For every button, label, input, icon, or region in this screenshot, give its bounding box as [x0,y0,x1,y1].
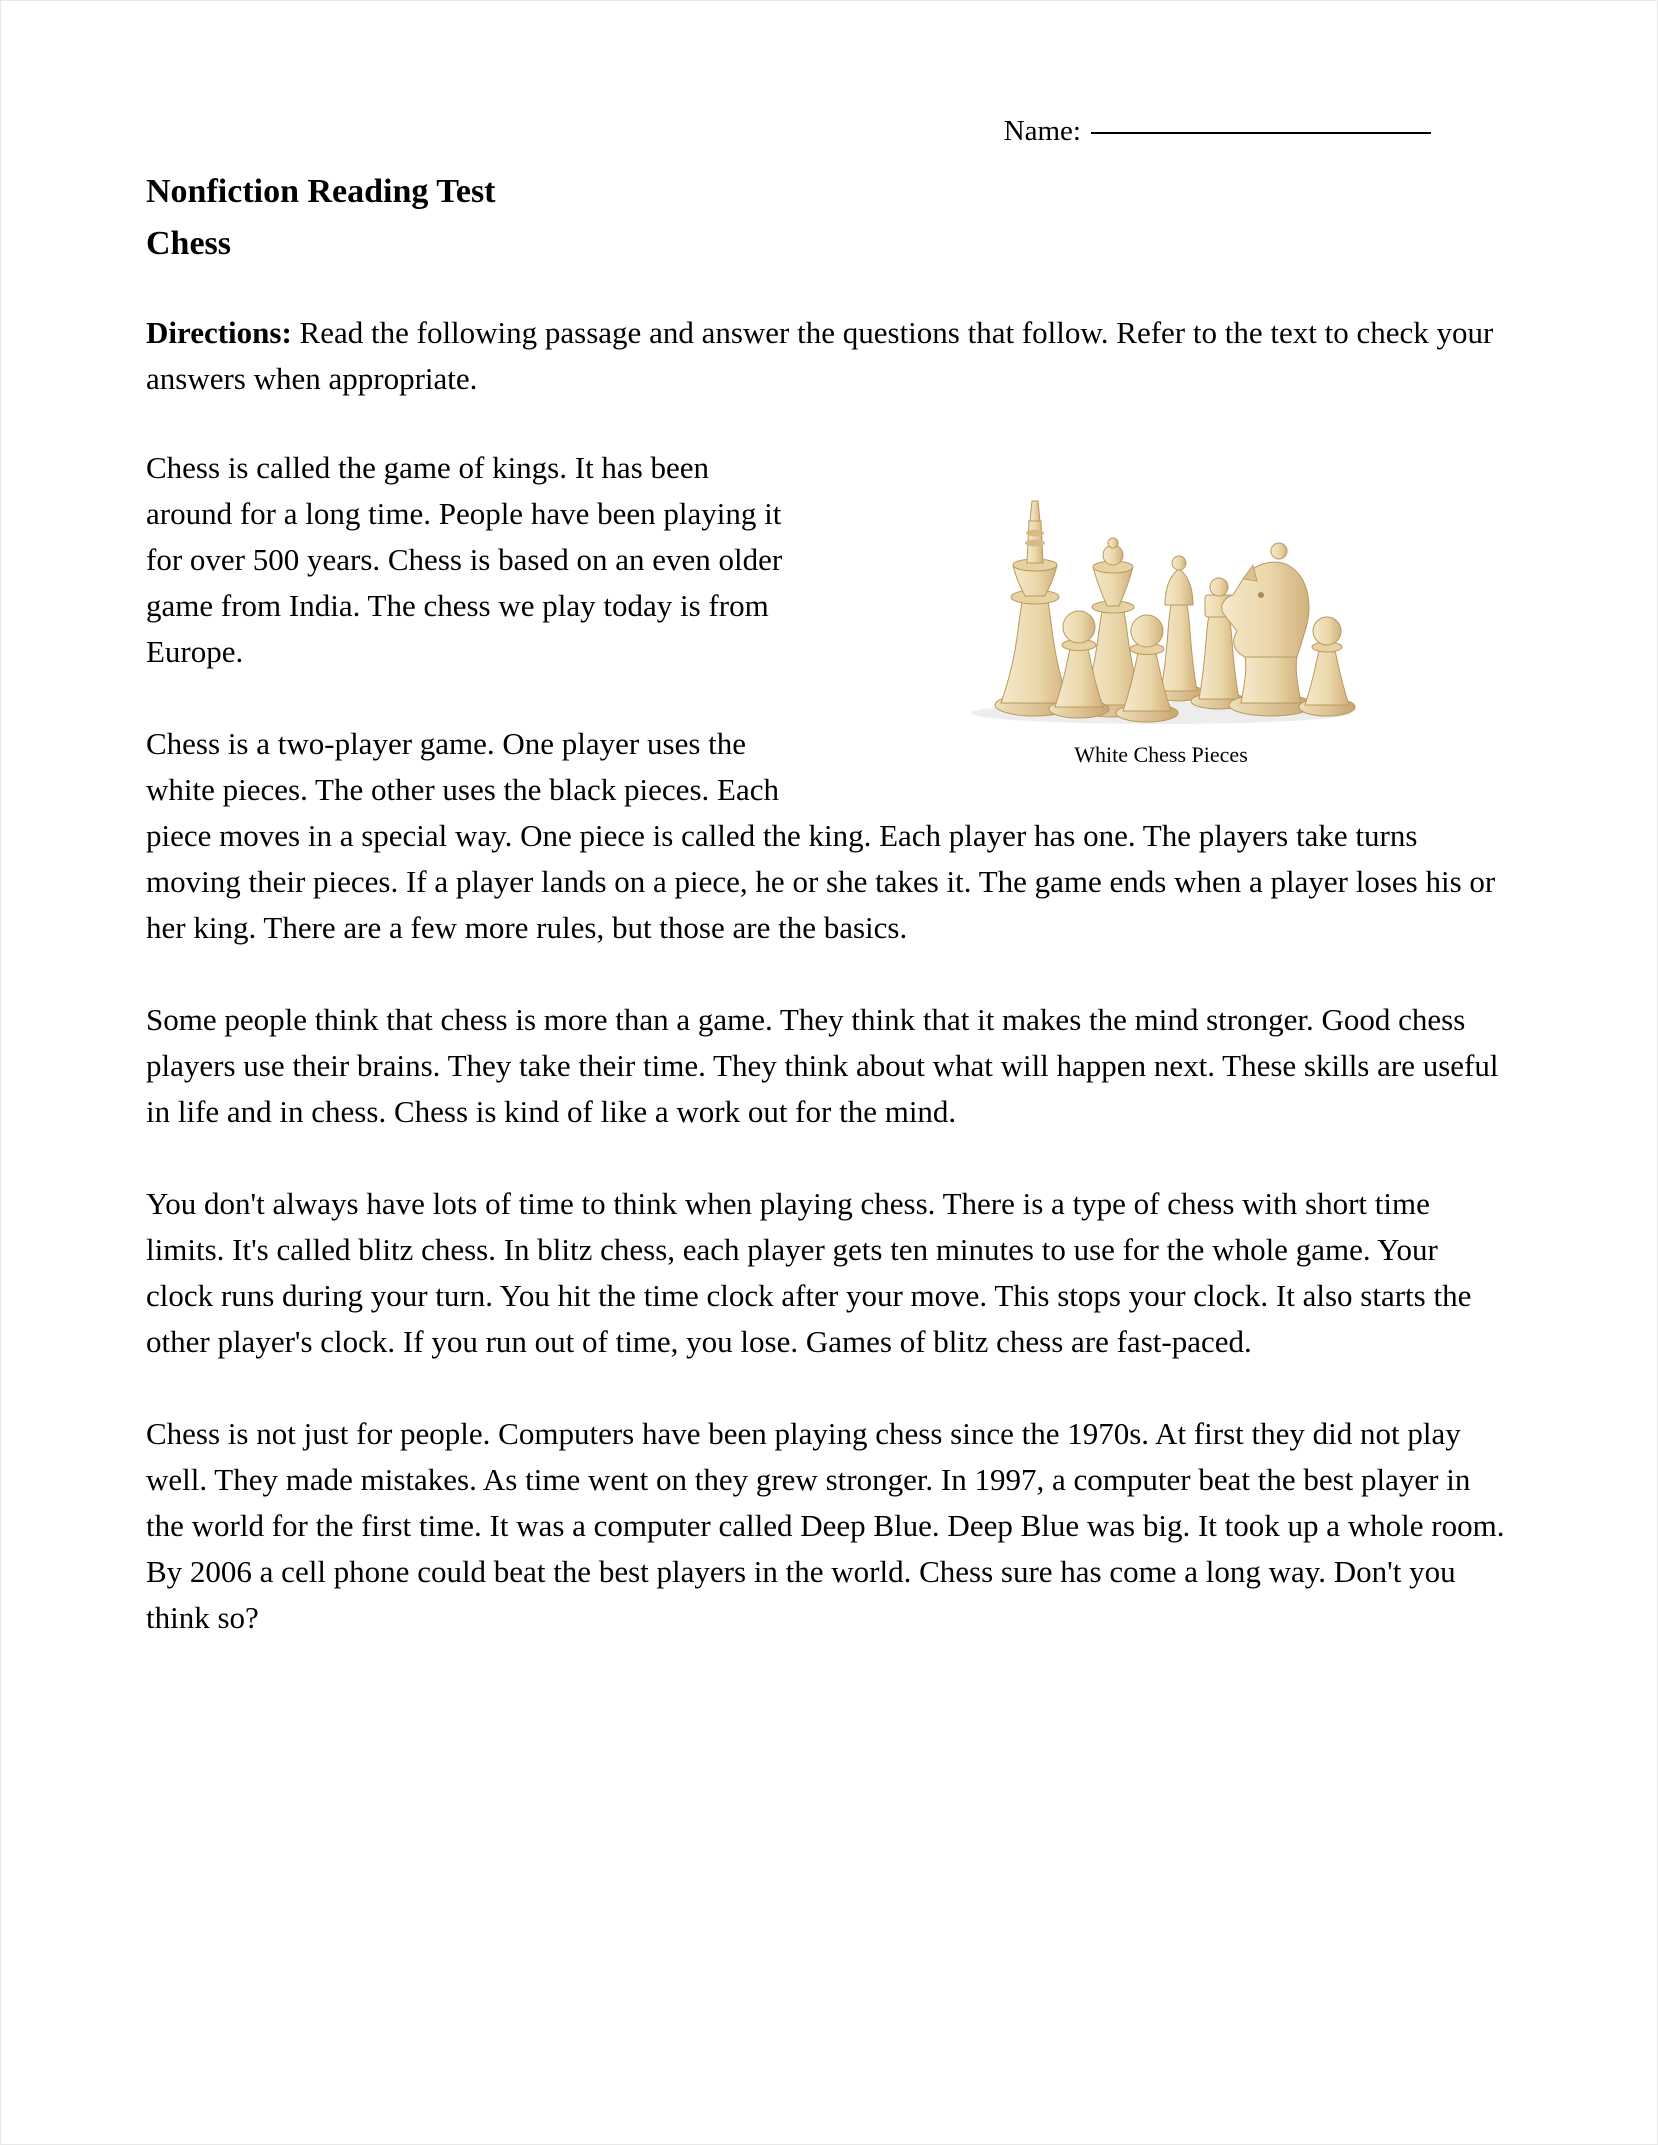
chess-figure [811,455,1511,769]
passage-paragraph-5: Chess is not just for people. Computers have been playing chess since the 1970s. At first they did not play well. They made mistakes. As time went on they grew stronger. In 1997, a computer beat the best player in the world for the first time. It was a computer called Deep Blue. Deep Blue was big. It took up a whole room. By 2006 a cell phone could beat the best players in the world. Chess sure has come a long way. Don't you think so? [146,1416,1505,1635]
passage-paragraph-4: You don't always have lots of time to think when playing chess. There is a type of chess with short time limits. It's called blitz chess. In blitz chess, each player gets ten minutes to use for the whole game. Your clock runs during your turn. You hit the time clock after your move. This stops your clock. It also starts the other player's clock. If you run out of time, you lose. Games of blitz chess are fast-paced. [146,1186,1472,1359]
directions-text: Read the following passage and answer the questions that follow. Refer to the text to check your answers when appropriate. [146,315,1494,396]
page-title: Nonfiction Reading Test [146,173,496,210]
directions-paragraph [146,310,1511,402]
name-blank-line [1091,131,1431,134]
figure-caption: White Chess Pieces [1074,742,1248,767]
page-subtitle: Chess [146,225,232,262]
passage-paragraph-3: Some people think that chess is more than a game. They think that it makes the mind stronger. Good chess players use their brains. They take their time. They think about what will happen next. These skills are useful in life and in chess. Chess is kind of like a work out for the mind. [146,1002,1499,1129]
directions-label: Directions: [146,315,292,350]
title-block [146,166,1511,270]
passage-paragraph-2: Chess is a two-player game. One player uses the white pieces. The other uses the black pieces. Each piece moves in a special way. One piece is called the king. Each player has one. The players take turns moving their pieces. If a player lands on a piece, he or she takes it. The game ends when a player loses his or her king. There are a few more rules, but those are the basics. [146,726,1496,945]
passage-paragraph-1: Chess is called the game of kings. It has been around for a long time. People have been playing it for over 500 years. Chess is based on an even older game from India. The chess we play today is from Europe. [146,450,783,669]
name-row [146,111,1511,151]
white-chess-pieces-image [961,455,1361,735]
name-label: Name: [1003,115,1081,147]
passage [146,445,1511,1641]
pawn-piece-right [1299,617,1355,716]
